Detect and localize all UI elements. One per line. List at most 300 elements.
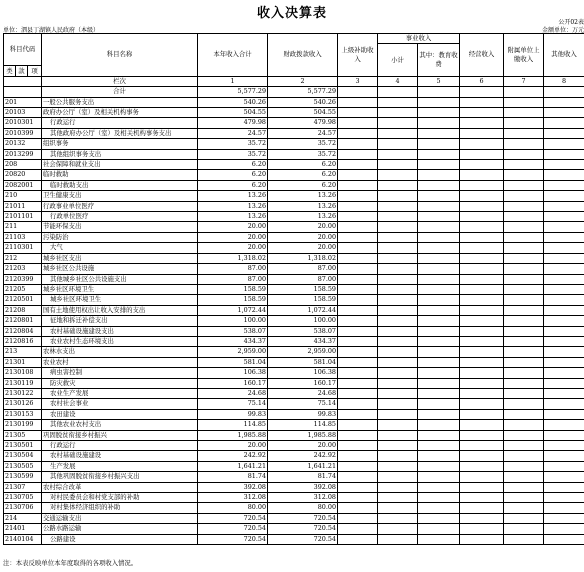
row-total: 20.00: [198, 232, 268, 242]
empty-cell: [460, 160, 504, 170]
empty-cell: [460, 170, 504, 180]
empty-cell: [418, 430, 460, 440]
colno-5: 5: [418, 76, 460, 86]
row-total: 13.26: [198, 201, 268, 211]
empty-cell: [460, 409, 504, 419]
table-row: [4, 493, 584, 503]
empty-cell: [504, 180, 544, 190]
empty-cell: [378, 139, 418, 149]
empty-cell: [418, 378, 460, 388]
empty-cell: [504, 170, 544, 180]
row-fiscal: 35.72: [268, 149, 338, 159]
subject-code: 2130119: [4, 378, 42, 388]
empty-cell: [338, 232, 378, 242]
empty-cell: [460, 378, 504, 388]
empty-cell: [378, 170, 418, 180]
empty-cell: [460, 441, 504, 451]
colno-4: 4: [378, 76, 418, 86]
row-total: 160.17: [198, 378, 268, 388]
table-row: [4, 191, 584, 201]
row-total: 114.85: [198, 420, 268, 430]
empty-cell: [544, 399, 584, 409]
empty-cell: [504, 409, 544, 419]
row-fiscal: 35.72: [268, 139, 338, 149]
row-total: 87.00: [198, 264, 268, 274]
subject-code: 2120804: [4, 326, 42, 336]
empty-cell: [418, 97, 460, 107]
header-fiscal: 财政拨款收入: [268, 34, 338, 77]
empty-cell: [544, 108, 584, 118]
subject-name: 农业农村生态环境支出: [42, 336, 198, 346]
row-total: 504.55: [198, 108, 268, 118]
empty-cell: [544, 430, 584, 440]
empty-cell: [460, 149, 504, 159]
empty-cell: [460, 274, 504, 284]
subject-name: 农业农村: [42, 357, 198, 367]
header-superior: 上级补助收入: [338, 34, 378, 77]
header-lei: 类: [4, 66, 16, 76]
empty-cell: [460, 212, 504, 222]
row-fiscal: 479.98: [268, 118, 338, 128]
total-row: [4, 87, 584, 97]
empty-cell: [460, 180, 504, 190]
subject-name: 农村基础设施建设: [42, 451, 198, 461]
table-row: [4, 534, 584, 544]
row-fiscal: 1,072.44: [268, 305, 338, 315]
empty-cell: [378, 461, 418, 471]
empty-cell: [504, 461, 544, 471]
table-row: [4, 118, 584, 128]
row-fiscal: 2,959.00: [268, 347, 338, 357]
subject-name: 城乡社区支出: [42, 253, 198, 263]
row-fiscal: 87.00: [268, 264, 338, 274]
empty-cell: [418, 284, 460, 294]
table-row: [4, 409, 584, 419]
subject-code: 2130505: [4, 461, 42, 471]
subject-name: 农业生产发展: [42, 388, 198, 398]
empty-cell: [504, 222, 544, 232]
colno-7: 7: [504, 76, 544, 86]
empty-cell: [544, 274, 584, 284]
subject-name: 社会保障和就业支出: [42, 160, 198, 170]
table-row: [4, 441, 584, 451]
amount-unit-label: 金额单位：万元: [541, 27, 584, 34]
empty-cell: [378, 97, 418, 107]
empty-cell: [544, 212, 584, 222]
subject-code: 2140104: [4, 534, 42, 544]
empty-cell: [504, 295, 544, 305]
subject-code: 2120801: [4, 316, 42, 326]
subject-name: 农田建设: [42, 409, 198, 419]
table-row: [4, 482, 584, 492]
empty-cell: [460, 191, 504, 201]
empty-cell: [460, 336, 504, 346]
empty-cell: [544, 524, 584, 534]
row-total: 1,641.21: [198, 461, 268, 471]
table-row: [4, 378, 584, 388]
subject-name: 巩固脱贫衔接乡村振兴: [42, 430, 198, 440]
row-total: 100.00: [198, 316, 268, 326]
empty-cell: [544, 357, 584, 367]
row-fiscal: 114.85: [268, 420, 338, 430]
subject-name: 大气: [42, 243, 198, 253]
empty-cell: [544, 451, 584, 461]
header-total: 本年收入合计: [198, 34, 268, 77]
subject-code: 210: [4, 191, 42, 201]
empty-cell: [544, 243, 584, 253]
empty-cell: [504, 201, 544, 211]
empty-cell: [378, 388, 418, 398]
subject-name: 组织事务: [42, 139, 198, 149]
subject-code: 2130153: [4, 409, 42, 419]
empty-cell: [504, 357, 544, 367]
empty-cell: [504, 472, 544, 482]
row-fiscal: 160.17: [268, 378, 338, 388]
subject-name: 节能环保支出: [42, 222, 198, 232]
empty-cell: [378, 503, 418, 513]
empty-cell: [504, 420, 544, 430]
row-total: 720.54: [198, 534, 268, 544]
subject-name: 其他组织事务支出: [42, 149, 198, 159]
subject-name: 农村综合改革: [42, 482, 198, 492]
row-total: 581.04: [198, 357, 268, 367]
empty-cell: [418, 534, 460, 544]
subject-name: 城乡社区公共设施: [42, 264, 198, 274]
empty-cell: [418, 399, 460, 409]
empty-cell: [504, 482, 544, 492]
empty-cell: [338, 420, 378, 430]
empty-cell: [378, 243, 418, 253]
row-fiscal: 99.83: [268, 409, 338, 419]
empty-cell: [544, 305, 584, 315]
row-fiscal: 1,641.21: [268, 461, 338, 471]
empty-cell: [544, 160, 584, 170]
empty-cell: [504, 534, 544, 544]
empty-cell: [378, 326, 418, 336]
subject-name: 其他城乡社区公共设施支出: [42, 274, 198, 284]
empty-cell: [460, 243, 504, 253]
header-affiliated: 附属单位上缴收入: [504, 34, 544, 77]
empty-cell: [338, 180, 378, 190]
table-row: [4, 451, 584, 461]
footnote: 注：本表反映单位本年度取得的各项收入情况。: [3, 559, 138, 567]
empty-cell: [504, 191, 544, 201]
empty-cell: [504, 284, 544, 294]
empty-cell: [378, 493, 418, 503]
table-row: [4, 222, 584, 232]
empty-cell: [378, 409, 418, 419]
empty-cell: [378, 524, 418, 534]
colno-8: 8: [544, 76, 584, 86]
empty-cell: [418, 409, 460, 419]
subject-code: 2082001: [4, 180, 42, 190]
row-fiscal: 75.14: [268, 399, 338, 409]
table-row: [4, 420, 584, 430]
row-total: 2,959.00: [198, 347, 268, 357]
empty-cell: [418, 149, 460, 159]
subject-name: 行政单位医疗: [42, 212, 198, 222]
row-total: 479.98: [198, 118, 268, 128]
empty-cell: [504, 399, 544, 409]
empty-cell: [418, 295, 460, 305]
row-fiscal: 392.08: [268, 482, 338, 492]
empty-cell: [460, 482, 504, 492]
subject-code: 21305: [4, 430, 42, 440]
empty-cell: [504, 441, 544, 451]
row-fiscal: 720.54: [268, 513, 338, 523]
row-total: 312.08: [198, 493, 268, 503]
empty-cell: [378, 118, 418, 128]
empty-cell: [460, 399, 504, 409]
subject-name: 生产发展: [42, 461, 198, 471]
empty-cell: [338, 472, 378, 482]
empty-cell: [338, 305, 378, 315]
empty-cell: [544, 232, 584, 242]
row-fiscal: 20.00: [268, 441, 338, 451]
empty-cell: [504, 149, 544, 159]
empty-cell: [338, 243, 378, 253]
empty-cell: [338, 524, 378, 534]
subject-name: 其他政府办公厅（室）及相关机构事务支出: [42, 128, 198, 138]
empty-cell: [418, 274, 460, 284]
table-row: [4, 108, 584, 118]
subject-name: 污染防治: [42, 232, 198, 242]
empty-cell: [338, 399, 378, 409]
empty-cell: [504, 253, 544, 263]
empty-cell: [544, 201, 584, 211]
empty-cell: [338, 191, 378, 201]
subject-name: 其他巩固脱贫衔接乡村振兴支出: [42, 472, 198, 482]
empty-cell: [544, 170, 584, 180]
empty-cell: [504, 316, 544, 326]
empty-cell: [418, 336, 460, 346]
empty-cell: [460, 316, 504, 326]
table-row: [4, 399, 584, 409]
table-row: [4, 160, 584, 170]
empty-cell: [460, 524, 504, 534]
empty-cell: [544, 441, 584, 451]
row-total: 20.00: [198, 441, 268, 451]
empty-cell: [338, 534, 378, 544]
subject-code: 21307: [4, 482, 42, 492]
empty-cell: [544, 503, 584, 513]
empty-cell: [338, 201, 378, 211]
subject-code: 2120816: [4, 336, 42, 346]
colno-6: 6: [460, 76, 504, 86]
row-total: 13.26: [198, 191, 268, 201]
subject-code: 2120399: [4, 274, 42, 284]
empty-cell: [338, 316, 378, 326]
row-total: 540.26: [198, 97, 268, 107]
empty-cell: [460, 108, 504, 118]
empty-cell: [460, 201, 504, 211]
empty-cell: [544, 316, 584, 326]
header-kuan: 款: [16, 66, 28, 76]
subject-name: 公路水路运输: [42, 524, 198, 534]
row-fiscal: 13.26: [268, 201, 338, 211]
subject-code: 21103: [4, 232, 42, 242]
empty-cell: [460, 430, 504, 440]
subject-code: 21205: [4, 284, 42, 294]
subject-name: 政府办公厅（室）及相关机构事务: [42, 108, 198, 118]
empty-cell: [338, 451, 378, 461]
empty-cell: [544, 128, 584, 138]
empty-cell: [418, 118, 460, 128]
subject-code: 2010301: [4, 118, 42, 128]
empty-cell: [504, 128, 544, 138]
subject-code: 2130122: [4, 388, 42, 398]
subject-code: 20820: [4, 170, 42, 180]
table-row: [4, 461, 584, 471]
row-total: 720.54: [198, 524, 268, 534]
empty-cell: [338, 128, 378, 138]
subject-name: 一般公共服务支出: [42, 97, 198, 107]
table-row: [4, 232, 584, 242]
empty-cell: [544, 253, 584, 263]
subject-code: 213: [4, 347, 42, 357]
subject-name: 行政运行: [42, 441, 198, 451]
empty-cell: [460, 305, 504, 315]
subject-code: 2130108: [4, 368, 42, 378]
row-fiscal: 6.20: [268, 180, 338, 190]
table-row: [4, 316, 584, 326]
table-row: [4, 472, 584, 482]
empty-cell: [544, 284, 584, 294]
subject-name: 对村民委员会和村党支部的补助: [42, 493, 198, 503]
empty-cell: [338, 284, 378, 294]
empty-cell: [504, 232, 544, 242]
empty-cell: [504, 378, 544, 388]
row-total: 87.00: [198, 274, 268, 284]
empty-cell: [460, 222, 504, 232]
empty-cell: [338, 441, 378, 451]
empty-cell: [504, 347, 544, 357]
empty-cell: [460, 388, 504, 398]
empty-cell: [544, 180, 584, 190]
empty-cell: [418, 524, 460, 534]
row-fiscal: 720.54: [268, 534, 338, 544]
empty-cell: [378, 482, 418, 492]
row-fiscal: 158.59: [268, 284, 338, 294]
row-fiscal: 504.55: [268, 108, 338, 118]
row-total: 99.83: [198, 409, 268, 419]
empty-cell: [460, 472, 504, 482]
row-total: 1,318.02: [198, 253, 268, 263]
empty-cell: [418, 368, 460, 378]
empty-cell: [460, 503, 504, 513]
empty-cell: [460, 326, 504, 336]
empty-cell: [544, 149, 584, 159]
row-fiscal: 720.54: [268, 524, 338, 534]
empty-cell: [378, 316, 418, 326]
row-total: 158.59: [198, 295, 268, 305]
empty-cell: [460, 357, 504, 367]
empty-cell: [378, 222, 418, 232]
empty-cell: [504, 503, 544, 513]
unit-label: 单位：泗县丁湖镇人民政府（本级）: [3, 27, 100, 34]
colno-3: 3: [338, 76, 378, 86]
empty-cell: [544, 97, 584, 107]
subject-code: 20132: [4, 139, 42, 149]
empty-cell: [418, 472, 460, 482]
table-row: [4, 336, 584, 346]
table-row: [4, 180, 584, 190]
header-code: 科目代码: [4, 34, 42, 66]
subject-code: 21203: [4, 264, 42, 274]
empty-cell: [544, 118, 584, 128]
empty-cell: [460, 513, 504, 523]
empty-cell: [504, 513, 544, 523]
row-fiscal: 434.37: [268, 336, 338, 346]
row-fiscal: 581.04: [268, 357, 338, 367]
empty-cell: [378, 534, 418, 544]
empty-cell: [378, 441, 418, 451]
empty-cell: [504, 139, 544, 149]
row-fiscal: 242.92: [268, 451, 338, 461]
row-fiscal: 80.00: [268, 503, 338, 513]
empty-cell: [378, 232, 418, 242]
subject-code: 2130199: [4, 420, 42, 430]
table-row: [4, 139, 584, 149]
empty-cell: [544, 336, 584, 346]
table-row: [4, 524, 584, 534]
empty-cell: [378, 399, 418, 409]
empty-cell: [504, 430, 544, 440]
empty-cell: [338, 97, 378, 107]
empty-cell: [418, 482, 460, 492]
empty-cell: [544, 264, 584, 274]
subject-code: 212: [4, 253, 42, 263]
row-total: 81.74: [198, 472, 268, 482]
empty-cell: [338, 503, 378, 513]
empty-cell: [460, 97, 504, 107]
row-fiscal: 1,985.88: [268, 430, 338, 440]
empty-cell: [338, 368, 378, 378]
empty-cell: [504, 451, 544, 461]
row-total: 24.57: [198, 128, 268, 138]
empty-cell: [418, 441, 460, 451]
form-number: 公开02表: [558, 19, 584, 26]
table-row: [4, 97, 584, 107]
table-row: [4, 430, 584, 440]
row-total: 13.26: [198, 212, 268, 222]
header-operating: 经营收入: [460, 34, 504, 77]
subject-code: 201: [4, 97, 42, 107]
subject-name: 行政运行: [42, 118, 198, 128]
colno-2: 2: [268, 76, 338, 86]
empty-cell: [418, 357, 460, 367]
empty-cell: [338, 118, 378, 128]
subject-code: 20103: [4, 108, 42, 118]
row-fiscal: 87.00: [268, 274, 338, 284]
row-total: 242.92: [198, 451, 268, 461]
empty-cell: [418, 170, 460, 180]
row-total: 6.20: [198, 170, 268, 180]
subject-code: 21301: [4, 357, 42, 367]
empty-cell: [378, 253, 418, 263]
empty-cell: [504, 305, 544, 315]
header-career-subtotal: 小计: [378, 44, 418, 76]
subject-name: 农村社会事业: [42, 399, 198, 409]
row-total: 720.54: [198, 513, 268, 523]
empty-cell: [338, 253, 378, 263]
subject-code: 2120501: [4, 295, 42, 305]
table-row: [4, 170, 584, 180]
colno-row: [4, 76, 584, 86]
subject-name: 农村基础设施建设支出: [42, 326, 198, 336]
empty-cell: [418, 493, 460, 503]
subject-name: 行政事业单位医疗: [42, 201, 198, 211]
